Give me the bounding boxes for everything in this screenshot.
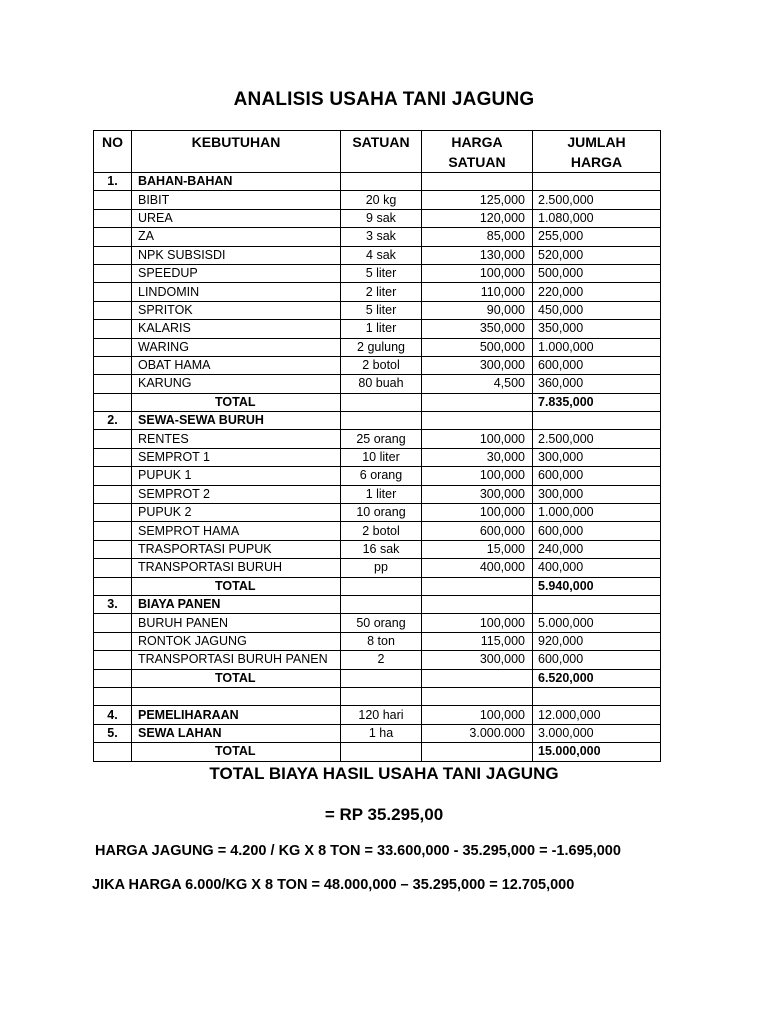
table-row [94, 301, 661, 319]
table-row [94, 430, 661, 448]
jumlah-harga-cell: 1.000,000 [533, 338, 661, 356]
row-number-cell [94, 669, 132, 687]
jumlah-harga-cell: 6.520,000 [533, 669, 661, 687]
header-kebutuhan: KEBUTUHAN [132, 131, 341, 173]
total-row [94, 743, 661, 761]
header-no: NO [94, 131, 132, 173]
jumlah-harga-cell: 600,000 [533, 467, 661, 485]
kebutuhan-cell: TOTAL [132, 743, 341, 761]
row-number-cell [94, 467, 132, 485]
satuan-cell: 16 sak [341, 540, 422, 558]
satuan-cell: 5 liter [341, 264, 422, 282]
row-number-cell [94, 614, 132, 632]
row-number-cell [94, 522, 132, 540]
jumlah-harga-cell [533, 687, 661, 705]
row-number-cell: 2. [94, 412, 132, 430]
row-number-cell [94, 504, 132, 522]
cost-table [93, 130, 661, 762]
harga-satuan-cell: 125,000 [422, 191, 533, 209]
header-harga-line1: HARGA [451, 134, 503, 150]
table-row [94, 632, 661, 650]
satuan-cell: 2 liter [341, 283, 422, 301]
harga-satuan-cell: 600,000 [422, 522, 533, 540]
harga-satuan-cell: 3.000.000 [422, 724, 533, 742]
satuan-cell: 3 sak [341, 228, 422, 246]
table-row [94, 246, 661, 264]
row-number-cell [94, 559, 132, 577]
satuan-cell: 80 buah [341, 375, 422, 393]
table-row [94, 467, 661, 485]
row-number-cell [94, 283, 132, 301]
satuan-cell [341, 743, 422, 761]
harga-satuan-cell [422, 577, 533, 595]
row-number-cell [94, 430, 132, 448]
harga-satuan-cell: 30,000 [422, 448, 533, 466]
kebutuhan-cell: TOTAL [132, 577, 341, 595]
table-row [94, 338, 661, 356]
satuan-cell: 20 kg [341, 191, 422, 209]
harga-satuan-cell: 130,000 [422, 246, 533, 264]
table-row [94, 320, 661, 338]
harga-satuan-cell [422, 687, 533, 705]
harga-satuan-cell: 100,000 [422, 467, 533, 485]
kebutuhan-cell: TRANSPORTASI BURUH [132, 559, 341, 577]
row-number-cell [94, 485, 132, 503]
satuan-cell [341, 669, 422, 687]
kebutuhan-cell: SEMPROT HAMA [132, 522, 341, 540]
row-number-cell [94, 743, 132, 761]
kebutuhan-cell: SPRITOK [132, 301, 341, 319]
table-row [94, 283, 661, 301]
kebutuhan-cell: KARUNG [132, 375, 341, 393]
harga-satuan-cell: 300,000 [422, 356, 533, 374]
jumlah-harga-cell: 350,000 [533, 320, 661, 338]
row-number-cell: 1. [94, 173, 132, 191]
jumlah-harga-cell [533, 173, 661, 191]
kebutuhan-cell: BIAYA PANEN [132, 595, 341, 613]
jumlah-harga-cell: 450,000 [533, 301, 661, 319]
harga-satuan-cell: 350,000 [422, 320, 533, 338]
jumlah-harga-cell: 12.000,000 [533, 706, 661, 724]
kebutuhan-cell: LINDOMIN [132, 283, 341, 301]
summary-title: TOTAL BIAYA HASIL USAHA TANI JAGUNG [209, 764, 559, 783]
total-row [94, 577, 661, 595]
kebutuhan-cell: SPEEDUP [132, 264, 341, 282]
row-number-cell [94, 687, 132, 705]
row-number-cell: 3. [94, 595, 132, 613]
harga-satuan-cell: 100,000 [422, 264, 533, 282]
satuan-cell [341, 393, 422, 411]
kebutuhan-cell: TOTAL [132, 669, 341, 687]
table-row [94, 448, 661, 466]
harga-satuan-cell: 100,000 [422, 706, 533, 724]
row-number-cell [94, 375, 132, 393]
section-row [94, 706, 661, 724]
harga-satuan-cell: 120,000 [422, 209, 533, 227]
kebutuhan-cell: TRASPORTASI PUPUK [132, 540, 341, 558]
row-number-cell [94, 209, 132, 227]
kebutuhan-cell: UREA [132, 209, 341, 227]
harga-satuan-cell: 100,000 [422, 504, 533, 522]
jumlah-harga-cell: 240,000 [533, 540, 661, 558]
jumlah-harga-cell: 7.835,000 [533, 393, 661, 411]
jumlah-harga-cell: 220,000 [533, 283, 661, 301]
satuan-cell: 9 sak [341, 209, 422, 227]
kebutuhan-cell: BURUH PANEN [132, 614, 341, 632]
header-harga-satuan [422, 131, 533, 173]
kebutuhan-cell: SEMPROT 2 [132, 485, 341, 503]
harga-satuan-cell: 110,000 [422, 283, 533, 301]
total-row [94, 393, 661, 411]
harga-satuan-cell [422, 393, 533, 411]
harga-satuan-cell: 90,000 [422, 301, 533, 319]
table-row [94, 559, 661, 577]
kebutuhan-cell: NPK SUBSISDI [132, 246, 341, 264]
harga-satuan-cell: 115,000 [422, 632, 533, 650]
row-number-cell: 4. [94, 706, 132, 724]
kebutuhan-cell: TOTAL [132, 393, 341, 411]
kebutuhan-cell: WARING [132, 338, 341, 356]
jumlah-harga-cell: 15.000,000 [533, 743, 661, 761]
table-row [94, 356, 661, 374]
kebutuhan-cell [132, 687, 341, 705]
row-number-cell [94, 393, 132, 411]
table-row [94, 522, 661, 540]
table-header-row [94, 131, 661, 173]
section-row [94, 595, 661, 613]
harga-satuan-cell [422, 669, 533, 687]
kebutuhan-cell: PEMELIHARAAN [132, 706, 341, 724]
header-jumlah-harga [533, 131, 661, 173]
harga-satuan-cell [422, 173, 533, 191]
kebutuhan-cell: TRANSPORTASI BURUH PANEN [132, 651, 341, 669]
kebutuhan-cell: RENTES [132, 430, 341, 448]
document-title: ANALISIS USAHA TANI JAGUNG [233, 89, 535, 110]
row-number-cell [94, 246, 132, 264]
jumlah-harga-cell: 920,000 [533, 632, 661, 650]
row-number-cell [94, 301, 132, 319]
satuan-cell: 1 liter [341, 485, 422, 503]
satuan-cell [341, 595, 422, 613]
table-row [94, 540, 661, 558]
price-calculation-2: JIKA HARGA 6.000/KG X 8 TON = 48.000,000 – 35.295,000 = 12.705,000 [92, 877, 575, 893]
satuan-cell: 25 orang [341, 430, 422, 448]
jumlah-harga-cell: 300,000 [533, 448, 661, 466]
satuan-cell [341, 687, 422, 705]
jumlah-harga-cell: 2.500,000 [533, 191, 661, 209]
row-number-cell [94, 577, 132, 595]
satuan-cell: 10 orang [341, 504, 422, 522]
total-row [94, 669, 661, 687]
jumlah-harga-cell: 400,000 [533, 559, 661, 577]
kebutuhan-cell: SEWA LAHAN [132, 724, 341, 742]
table-row [94, 264, 661, 282]
harga-satuan-cell [422, 412, 533, 430]
harga-satuan-cell: 100,000 [422, 430, 533, 448]
harga-satuan-cell: 85,000 [422, 228, 533, 246]
table-body [94, 173, 661, 762]
satuan-cell: 50 orang [341, 614, 422, 632]
section-row [94, 412, 661, 430]
harga-satuan-cell: 4,500 [422, 375, 533, 393]
header-satuan: SATUAN [341, 131, 422, 173]
jumlah-harga-cell: 1.000,000 [533, 504, 661, 522]
table-row [94, 209, 661, 227]
satuan-cell: 1 ha [341, 724, 422, 742]
kebutuhan-cell: PUPUK 1 [132, 467, 341, 485]
jumlah-harga-cell [533, 595, 661, 613]
satuan-cell: 4 sak [341, 246, 422, 264]
harga-satuan-cell [422, 743, 533, 761]
table-row [94, 651, 661, 669]
harga-satuan-cell: 500,000 [422, 338, 533, 356]
table-row [94, 191, 661, 209]
kebutuhan-cell: BAHAN-BAHAN [132, 173, 341, 191]
jumlah-harga-cell: 5.940,000 [533, 577, 661, 595]
row-number-cell [94, 338, 132, 356]
summary-total: = RP 35.295,00 [324, 805, 444, 824]
satuan-cell: 1 liter [341, 320, 422, 338]
section-row [94, 724, 661, 742]
jumlah-harga-cell: 500,000 [533, 264, 661, 282]
satuan-cell [341, 412, 422, 430]
satuan-cell: 8 ton [341, 632, 422, 650]
jumlah-harga-cell [533, 412, 661, 430]
row-number-cell [94, 320, 132, 338]
kebutuhan-cell: ZA [132, 228, 341, 246]
row-number-cell [94, 264, 132, 282]
harga-satuan-cell [422, 595, 533, 613]
jumlah-harga-cell: 600,000 [533, 651, 661, 669]
jumlah-harga-cell: 600,000 [533, 356, 661, 374]
row-number-cell [94, 228, 132, 246]
row-number-cell [94, 356, 132, 374]
kebutuhan-cell: SEWA-SEWA BURUH [132, 412, 341, 430]
jumlah-harga-cell: 3.000,000 [533, 724, 661, 742]
table-row [94, 504, 661, 522]
row-number-cell [94, 448, 132, 466]
harga-satuan-cell: 300,000 [422, 651, 533, 669]
satuan-cell: 120 hari [341, 706, 422, 724]
satuan-cell: 2 gulung [341, 338, 422, 356]
header-jumlah-line2: HARGA [570, 154, 623, 170]
kebutuhan-cell: RONTOK JAGUNG [132, 632, 341, 650]
table-row [94, 485, 661, 503]
harga-satuan-cell: 100,000 [422, 614, 533, 632]
kebutuhan-cell: PUPUK 2 [132, 504, 341, 522]
jumlah-harga-cell: 5.000,000 [533, 614, 661, 632]
table-row [94, 228, 661, 246]
jumlah-harga-cell: 255,000 [533, 228, 661, 246]
satuan-cell [341, 173, 422, 191]
kebutuhan-cell: KALARIS [132, 320, 341, 338]
harga-satuan-cell: 15,000 [422, 540, 533, 558]
table-row [94, 614, 661, 632]
row-number-cell [94, 632, 132, 650]
jumlah-harga-cell: 300,000 [533, 485, 661, 503]
harga-satuan-cell: 300,000 [422, 485, 533, 503]
satuan-cell: 5 liter [341, 301, 422, 319]
satuan-cell: 10 liter [341, 448, 422, 466]
kebutuhan-cell: OBAT HAMA [132, 356, 341, 374]
satuan-cell: pp [341, 559, 422, 577]
jumlah-harga-cell: 520,000 [533, 246, 661, 264]
row-number-cell [94, 651, 132, 669]
row-number-cell: 5. [94, 724, 132, 742]
row-number-cell [94, 191, 132, 209]
jumlah-harga-cell: 1.080,000 [533, 209, 661, 227]
harga-satuan-cell: 400,000 [422, 559, 533, 577]
table-row [94, 375, 661, 393]
section-row [94, 173, 661, 191]
kebutuhan-cell: SEMPROT 1 [132, 448, 341, 466]
jumlah-harga-cell: 360,000 [533, 375, 661, 393]
header-harga-line2: SATUAN [448, 154, 506, 170]
header-jumlah-line1: JUMLAH [567, 134, 626, 150]
satuan-cell: 2 [341, 651, 422, 669]
jumlah-harga-cell: 600,000 [533, 522, 661, 540]
satuan-cell: 2 botol [341, 522, 422, 540]
satuan-cell: 6 orang [341, 467, 422, 485]
satuan-cell: 2 botol [341, 356, 422, 374]
kebutuhan-cell: BIBIT [132, 191, 341, 209]
table-row [94, 687, 661, 705]
row-number-cell [94, 540, 132, 558]
price-calculation-1: HARGA JAGUNG = 4.200 / KG X 8 TON = 33.600,000 - 35.295,000 = -1.695,000 [95, 843, 621, 859]
jumlah-harga-cell: 2.500,000 [533, 430, 661, 448]
satuan-cell [341, 577, 422, 595]
